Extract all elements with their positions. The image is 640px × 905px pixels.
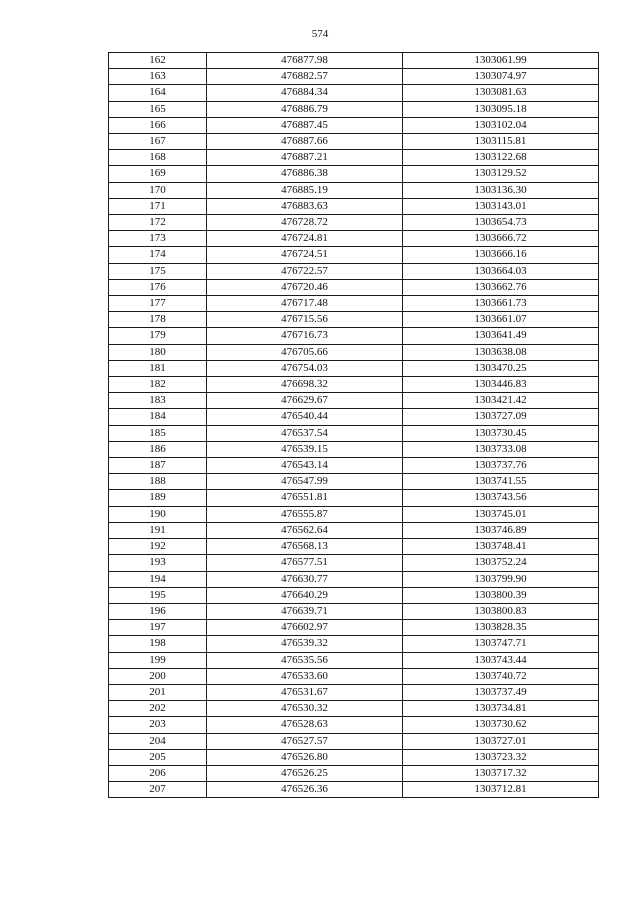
table-row [109,733,599,749]
y-coordinate-cell: 1303799.90 [403,571,599,587]
point-number-cell: 196 [109,603,207,619]
table-row [109,474,599,490]
point-number-cell: 200 [109,668,207,684]
table-row [109,263,599,279]
point-number-cell: 174 [109,247,207,263]
y-coordinate-cell: 1303102.04 [403,117,599,133]
point-number-cell: 163 [109,69,207,85]
x-coordinate-cell: 476527.57 [207,733,403,749]
x-coordinate-cell: 476531.67 [207,684,403,700]
y-coordinate-cell: 1303727.01 [403,733,599,749]
y-coordinate-cell: 1303800.39 [403,587,599,603]
y-coordinate-cell: 1303828.35 [403,620,599,636]
point-number-cell: 192 [109,539,207,555]
page-number: 574 [311,28,329,40]
x-coordinate-cell: 476533.60 [207,668,403,684]
y-coordinate-cell: 1303081.63 [403,85,599,101]
table-row [109,587,599,603]
point-number-cell: 207 [109,782,207,798]
x-coordinate-cell: 476551.81 [207,490,403,506]
point-number-cell: 189 [109,490,207,506]
y-coordinate-cell: 1303752.24 [403,555,599,571]
table-row [109,555,599,571]
point-number-cell: 202 [109,701,207,717]
point-number-cell: 167 [109,134,207,150]
table-row [109,231,599,247]
point-number-cell: 184 [109,409,207,425]
table-row [109,69,599,85]
table-row [109,166,599,182]
x-coordinate-cell: 476883.63 [207,198,403,214]
table-row [109,101,599,117]
y-coordinate-cell: 1303129.52 [403,166,599,182]
coordinates-table [108,52,599,798]
x-coordinate-cell: 476715.56 [207,312,403,328]
point-number-cell: 171 [109,198,207,214]
point-number-cell: 176 [109,279,207,295]
y-coordinate-cell: 1303712.81 [403,782,599,798]
y-coordinate-cell: 1303074.97 [403,69,599,85]
point-number-cell: 172 [109,215,207,231]
y-coordinate-cell: 1303734.81 [403,701,599,717]
point-number-cell: 206 [109,765,207,781]
x-coordinate-cell: 476640.29 [207,587,403,603]
y-coordinate-cell: 1303733.08 [403,441,599,457]
point-number-cell: 166 [109,117,207,133]
table-row [109,506,599,522]
table-row [109,749,599,765]
point-number-cell: 168 [109,150,207,166]
y-coordinate-cell: 1303122.68 [403,150,599,166]
x-coordinate-cell: 476716.73 [207,328,403,344]
point-number-cell: 162 [109,53,207,69]
table-row [109,684,599,700]
point-number-cell: 205 [109,749,207,765]
y-coordinate-cell: 1303661.73 [403,296,599,312]
table-row [109,490,599,506]
point-number-cell: 197 [109,620,207,636]
x-coordinate-cell: 476724.81 [207,231,403,247]
point-number-cell: 191 [109,522,207,538]
y-coordinate-cell: 1303743.44 [403,652,599,668]
point-number-cell: 203 [109,717,207,733]
table-row [109,393,599,409]
y-coordinate-cell: 1303743.56 [403,490,599,506]
table-row [109,539,599,555]
table-row [109,215,599,231]
x-coordinate-cell: 476537.54 [207,425,403,441]
y-coordinate-cell: 1303740.72 [403,668,599,684]
x-coordinate-cell: 476629.67 [207,393,403,409]
x-coordinate-cell: 476577.51 [207,555,403,571]
x-coordinate-cell: 476568.13 [207,539,403,555]
point-number-cell: 194 [109,571,207,587]
table-row [109,425,599,441]
x-coordinate-cell: 476720.46 [207,279,403,295]
y-coordinate-cell: 1303662.76 [403,279,599,295]
x-coordinate-cell: 476717.48 [207,296,403,312]
x-coordinate-cell: 476885.19 [207,182,403,198]
y-coordinate-cell: 1303748.41 [403,539,599,555]
table-row [109,53,599,69]
x-coordinate-cell: 476530.32 [207,701,403,717]
point-number-cell: 183 [109,393,207,409]
x-coordinate-cell: 476882.57 [207,69,403,85]
table-row [109,765,599,781]
table-row [109,344,599,360]
point-number-cell: 180 [109,344,207,360]
x-coordinate-cell: 476887.21 [207,150,403,166]
x-coordinate-cell: 476887.45 [207,117,403,133]
point-number-cell: 175 [109,263,207,279]
table-row [109,296,599,312]
table-row [109,458,599,474]
y-coordinate-cell: 1303737.76 [403,458,599,474]
x-coordinate-cell: 476884.34 [207,85,403,101]
table-row [109,782,599,798]
y-coordinate-cell: 1303446.83 [403,377,599,393]
x-coordinate-cell: 476602.97 [207,620,403,636]
table-row [109,198,599,214]
y-coordinate-cell: 1303727.09 [403,409,599,425]
y-coordinate-cell: 1303745.01 [403,506,599,522]
x-coordinate-cell: 476555.87 [207,506,403,522]
y-coordinate-cell: 1303061.99 [403,53,599,69]
point-number-cell: 178 [109,312,207,328]
table-row [109,522,599,538]
x-coordinate-cell: 476886.79 [207,101,403,117]
y-coordinate-cell: 1303747.71 [403,636,599,652]
point-number-cell: 170 [109,182,207,198]
x-coordinate-cell: 476547.99 [207,474,403,490]
table-row [109,441,599,457]
point-number-cell: 169 [109,166,207,182]
x-coordinate-cell: 476539.15 [207,441,403,457]
y-coordinate-cell: 1303661.07 [403,312,599,328]
y-coordinate-cell: 1303664.03 [403,263,599,279]
x-coordinate-cell: 476630.77 [207,571,403,587]
x-coordinate-cell: 476722.57 [207,263,403,279]
x-coordinate-cell: 476539.32 [207,636,403,652]
table-row [109,668,599,684]
point-number-cell: 188 [109,474,207,490]
point-number-cell: 179 [109,328,207,344]
coordinates-table-body [109,53,599,798]
x-coordinate-cell: 476535.56 [207,652,403,668]
table-row [109,701,599,717]
point-number-cell: 195 [109,587,207,603]
point-number-cell: 182 [109,377,207,393]
table-row [109,247,599,263]
y-coordinate-cell: 1303115.81 [403,134,599,150]
y-coordinate-cell: 1303654.73 [403,215,599,231]
table-row [109,652,599,668]
table-row [109,134,599,150]
table-row [109,409,599,425]
point-number-cell: 198 [109,636,207,652]
y-coordinate-cell: 1303723.32 [403,749,599,765]
table-row [109,150,599,166]
table-row [109,377,599,393]
y-coordinate-cell: 1303143.01 [403,198,599,214]
point-number-cell: 173 [109,231,207,247]
table-row [109,328,599,344]
x-coordinate-cell: 476877.98 [207,53,403,69]
x-coordinate-cell: 476705.66 [207,344,403,360]
x-coordinate-cell: 476728.72 [207,215,403,231]
y-coordinate-cell: 1303470.25 [403,360,599,376]
table-row [109,620,599,636]
x-coordinate-cell: 476698.32 [207,377,403,393]
table-row [109,312,599,328]
point-number-cell: 181 [109,360,207,376]
point-number-cell: 193 [109,555,207,571]
x-coordinate-cell: 476540.44 [207,409,403,425]
y-coordinate-cell: 1303746.89 [403,522,599,538]
y-coordinate-cell: 1303421.42 [403,393,599,409]
table-row [109,117,599,133]
y-coordinate-cell: 1303666.16 [403,247,599,263]
y-coordinate-cell: 1303737.49 [403,684,599,700]
point-number-cell: 165 [109,101,207,117]
y-coordinate-cell: 1303800.83 [403,603,599,619]
y-coordinate-cell: 1303730.62 [403,717,599,733]
x-coordinate-cell: 476543.14 [207,458,403,474]
y-coordinate-cell: 1303717.32 [403,765,599,781]
x-coordinate-cell: 476886.38 [207,166,403,182]
point-number-cell: 187 [109,458,207,474]
table-row [109,571,599,587]
x-coordinate-cell: 476526.80 [207,749,403,765]
x-coordinate-cell: 476887.66 [207,134,403,150]
y-coordinate-cell: 1303095.18 [403,101,599,117]
point-number-cell: 186 [109,441,207,457]
point-number-cell: 199 [109,652,207,668]
x-coordinate-cell: 476528.63 [207,717,403,733]
x-coordinate-cell: 476526.25 [207,765,403,781]
point-number-cell: 185 [109,425,207,441]
table-row [109,636,599,652]
x-coordinate-cell: 476754.03 [207,360,403,376]
x-coordinate-cell: 476724.51 [207,247,403,263]
table-row [109,182,599,198]
y-coordinate-cell: 1303730.45 [403,425,599,441]
table-row [109,603,599,619]
point-number-cell: 190 [109,506,207,522]
y-coordinate-cell: 1303638.08 [403,344,599,360]
point-number-cell: 177 [109,296,207,312]
table-row [109,85,599,101]
x-coordinate-cell: 476562.64 [207,522,403,538]
x-coordinate-cell: 476639.71 [207,603,403,619]
point-number-cell: 201 [109,684,207,700]
y-coordinate-cell: 1303666.72 [403,231,599,247]
y-coordinate-cell: 1303136.30 [403,182,599,198]
y-coordinate-cell: 1303741.55 [403,474,599,490]
point-number-cell: 204 [109,733,207,749]
y-coordinate-cell: 1303641.49 [403,328,599,344]
table-row [109,360,599,376]
x-coordinate-cell: 476526.36 [207,782,403,798]
table-row [109,717,599,733]
point-number-cell: 164 [109,85,207,101]
table-row [109,279,599,295]
